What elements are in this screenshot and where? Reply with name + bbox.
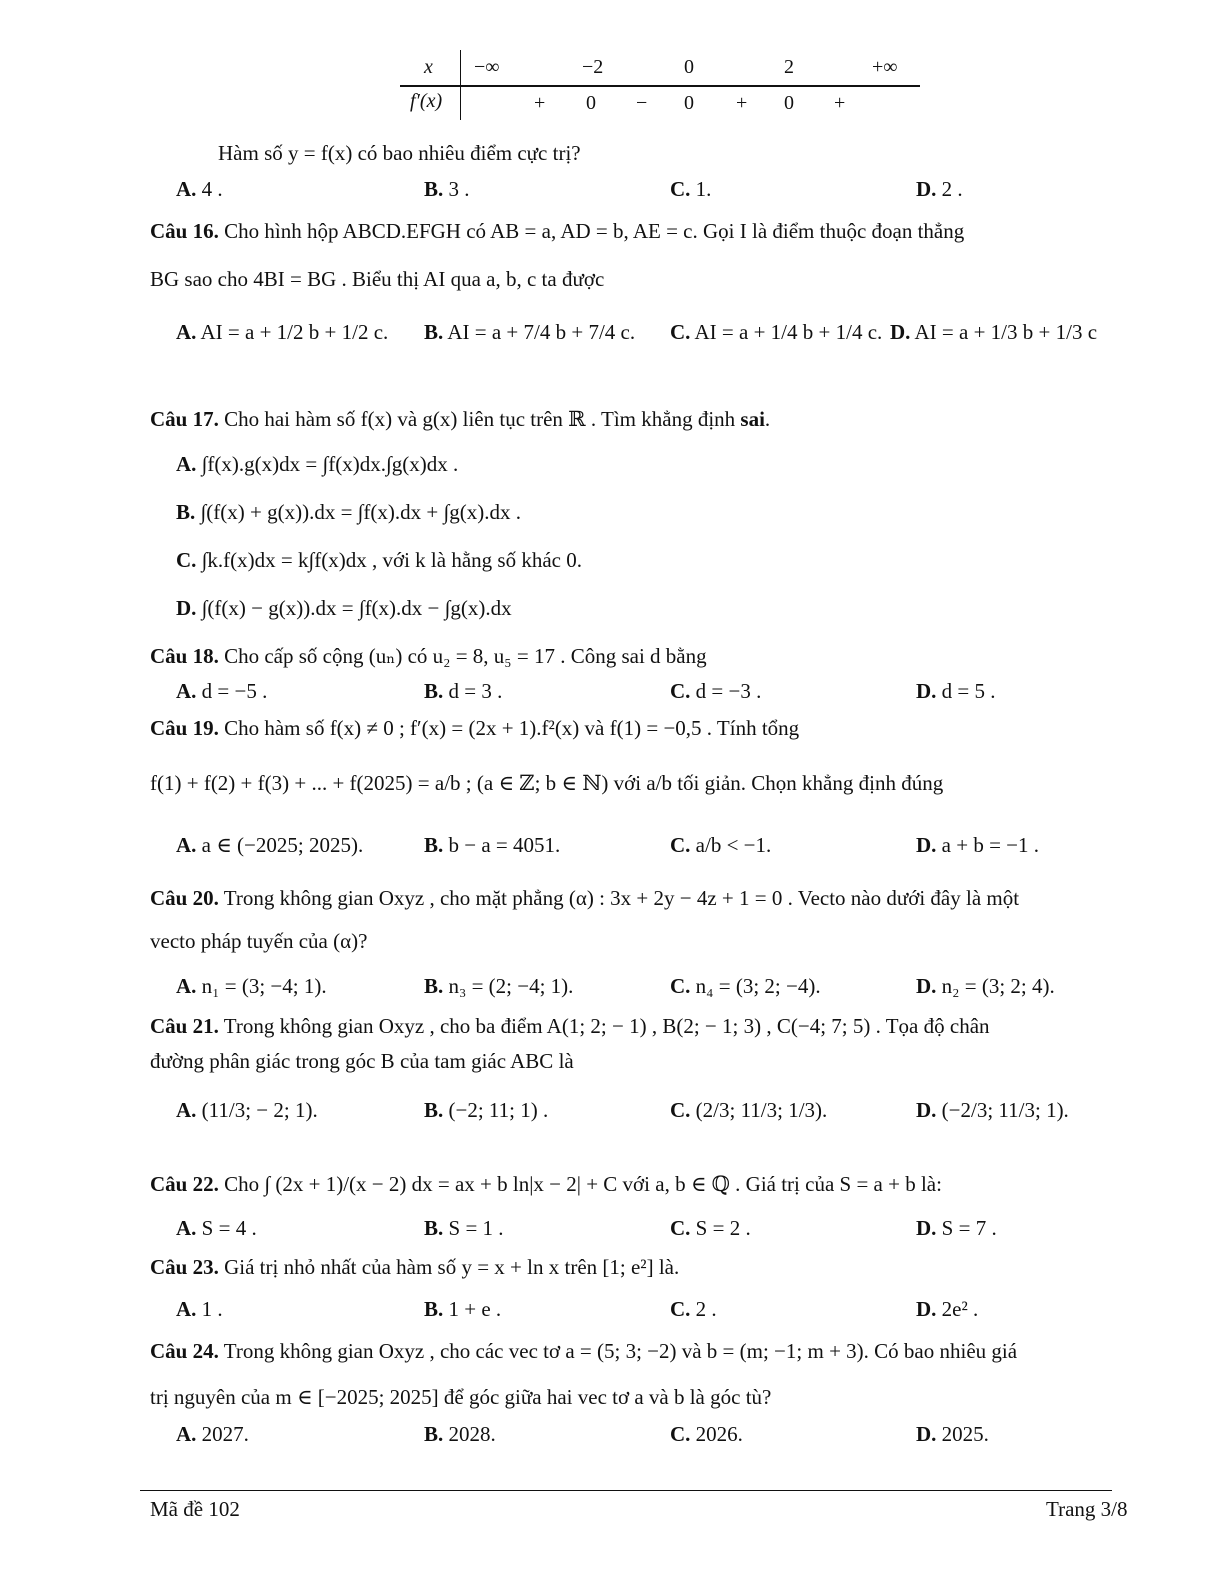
q23-option-b: B. 1 + e . [424,1297,502,1321]
q22-option-d: D. S = 7 . [916,1216,997,1240]
sign-table-sign: − [636,92,648,114]
q16-line2: BG sao cho 4BI = BG . Biểu thị AI qua a, b, c ta được [150,267,605,291]
q23-option-a: A. 1 . [176,1297,223,1321]
q15-option-a: A. 4 . [176,177,223,201]
q16 [150,219,964,244]
q17-option-a: A. ∫f(x).g(x)dx = ∫f(x)dx.∫g(x)dx . [176,452,459,476]
q18-option-c: C. d = −3 . [670,679,762,703]
sign-table-sign: + [834,92,846,114]
q19-option-d: D. a + b = −1 . [916,833,1040,857]
q17: Câu 17. Cho hai hàm số f(x) và g(x) liên tục trên ℝ . Tìm khẳng định sai. [150,407,771,431]
sign-table-x-value: 2 [784,56,794,78]
q16-option-a: A. AI = a + 1/2 b + 1/2 c. [176,320,389,344]
q24-line1: Trong không gian Oxyz , cho các vec tơ a = (5; 3; −2) và b = (m; −1; m + 3). Có bao nhiêu giá [223,1339,1018,1363]
q22-option-c: C. S = 2 . [670,1216,751,1240]
q24-option-c: C. 2026. [670,1422,743,1446]
q22-label: Câu 22. [150,1172,219,1196]
q20-line2: vecto pháp tuyến của (α)? [150,929,368,953]
q19-label: Câu 19. [150,716,219,740]
q23-label: Câu 23. [150,1255,219,1279]
sign-table-sign: 0 [684,92,694,114]
q23 [150,1255,679,1280]
q19-option-c: C. a/b < −1. [670,833,772,857]
sign-table-x-value: 0 [684,56,694,78]
q16-label: Câu 16. [150,219,219,243]
sign-table-sign: + [736,92,748,114]
q21-option-b: B. (−2; 11; 1) . [424,1098,549,1122]
q21-label: Câu 21. [150,1014,219,1038]
q19 [150,716,799,741]
q18-option-a: A. d = −5 . [176,679,268,703]
sign-table-fprime-label: f′(x) [410,90,443,112]
sign-table-x-value: +∞ [872,56,898,78]
sign-table-sign: 0 [586,92,596,114]
q15-option-b: B. 3 . [424,177,470,201]
q21-option-d: D. (−2/3; 11/3; 1). [916,1098,1069,1122]
sign-table-x-value: −2 [582,56,604,78]
q24-label: Câu 24. [150,1339,219,1363]
q20-line1: Trong không gian Oxyz , cho mặt phẳng (α) : 3x + 2y − 4z + 1 = 0 . Vecto nào dưới đây là một [223,886,1020,910]
q15-option-d: D. 2 . [916,177,963,201]
q24-option-d: D. 2025. [916,1422,989,1446]
sign-table-sign: + [534,92,546,114]
q19-line2: f(1) + f(2) + f(3) + ... + f(2025) = a/b ; (a ∈ ℤ; b ∈ ℕ) với a/b tối giản. Chọn khẳng định đúng [150,771,944,795]
q23-option-d: D. 2e² . [916,1297,979,1321]
sign-table-x-value: −∞ [474,56,500,78]
q17-text: Cho hai hàm số f(x) và g(x) liên tục trên ℝ . Tìm khẳng định [224,407,736,431]
q23-option-c: C. 2 . [670,1297,717,1321]
footer-divider [140,1490,1112,1491]
q20-label: Câu 20. [150,886,219,910]
q20-option-d: D. n₂ = (3; 2; 4). [916,974,1055,998]
q20-option-c: C. n₄ = (3; 2; −4). [670,974,821,998]
q17-label: Câu 17. [150,407,219,431]
footer-exam-code: Mã đề 102 [150,1497,240,1521]
q17-option-b: B. ∫(f(x) + g(x)).dx = ∫f(x).dx + ∫g(x).dx . [176,500,521,524]
q21-line2: đường phân giác trong góc B của tam giác ABC là [150,1049,574,1073]
q18-text: Cho cấp số cộng (uₙ) có u₂ = 8, u₅ = 17 . Công sai d bằng [224,644,707,668]
q17-option-c: C. ∫k.f(x)dx = k∫f(x)dx , với k là hằng số khác 0. [176,548,582,572]
q22-option-a: A. S = 4 . [176,1216,257,1240]
q20 [150,886,1019,911]
sign-table-vline [460,50,461,120]
q18-label: Câu 18. [150,644,219,668]
sign-table-hline [400,85,920,87]
q17-option-d: D. ∫(f(x) − g(x)).dx = ∫f(x).dx − ∫g(x).dx [176,596,512,620]
q21-option-c: C. (2/3; 11/3; 1/3). [670,1098,828,1122]
q20-option-a: A. n₁ = (3; −4; 1). [176,974,327,998]
q22-text: Cho ∫ (2x + 1)/(x − 2) dx = ax + b ln|x − 2| + C với a, b ∈ ℚ . Giá trị của S = a + b là: [224,1172,942,1196]
q15-question: Hàm số y = f(x) có bao nhiêu điểm cực trị? [218,141,581,165]
q22 [150,1172,942,1197]
q16-option-c: C. AI = a + 1/4 b + 1/4 c. [670,320,883,344]
q15-option-c: C. 1. [670,177,712,201]
q22-option-b: B. S = 1 . [424,1216,504,1240]
q20-option-b: B. n₃ = (2; −4; 1). [424,974,574,998]
q21-line1: Trong không gian Oxyz , cho ba điểm A(1; 2; − 1) , B(2; − 1; 3) , C(−4; 7; 5) . Tọa độ chân [223,1014,990,1038]
q24-option-a: A. 2027. [176,1422,249,1446]
q21 [150,1014,990,1039]
footer-page-number: Trang 3/8 [1046,1497,1128,1521]
q19-line1: Cho hàm số f(x) ≠ 0 ; f′(x) = (2x + 1).f²(x) và f(1) = −0,5 . Tính tổng [224,716,800,740]
q18-option-b: B. d = 3 . [424,679,503,703]
q18-option-d: D. d = 5 . [916,679,996,703]
q21-option-a: A. (11/3; − 2; 1). [176,1098,318,1122]
q16-option-d: D. AI = a + 1/3 b + 1/3 c [890,320,1098,344]
q16-line1: Cho hình hộp ABCD.EFGH có AB = a, AD = b, AE = c. Gọi I là điểm thuộc đoạn thẳng [224,219,965,243]
q19-option-a: A. a ∈ (−2025; 2025). [176,833,364,857]
q19-option-b: B. b − a = 4051. [424,833,561,857]
q24 [150,1339,1017,1364]
sign-table-x-label: x [424,56,433,78]
sign-table-sign: 0 [784,92,794,114]
q18 [150,644,707,669]
q16-option-b: B. AI = a + 7/4 b + 7/4 c. [424,320,636,344]
q24-option-b: B. 2028. [424,1422,496,1446]
q24-line2: trị nguyên của m ∈ [−2025; 2025] để góc giữa hai vec tơ a và b là góc tù? [150,1385,772,1409]
q17-emph: sai [740,407,765,431]
q23-text: Giá trị nhỏ nhất của hàm số y = x + ln x trên [1; e²] là. [224,1255,680,1279]
